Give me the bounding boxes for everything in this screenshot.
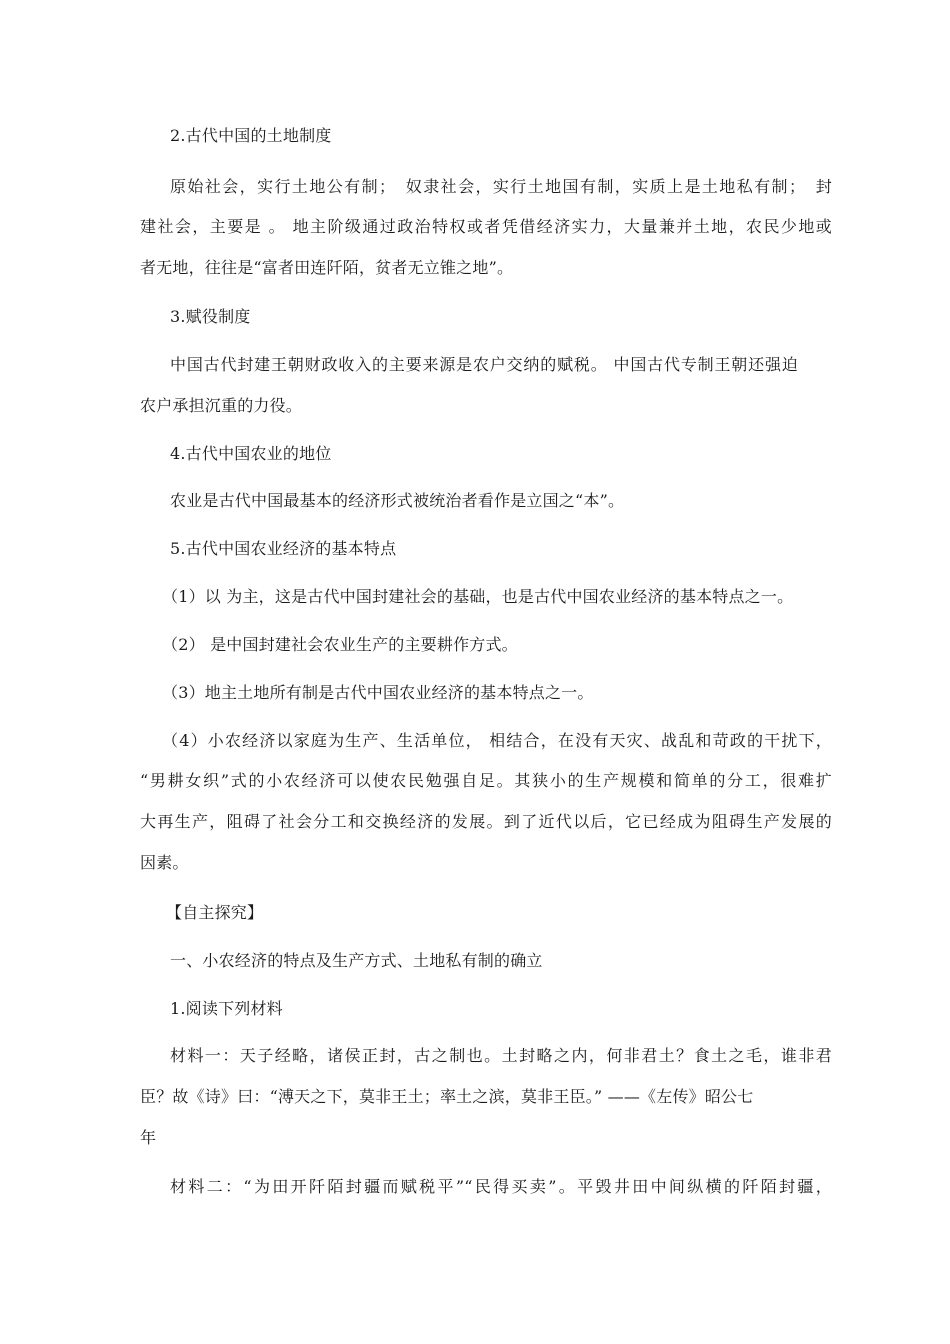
heading-tax-system: 3.赋役制度 — [170, 307, 251, 326]
paragraph-line: 因素。 — [140, 853, 189, 872]
paragraph-line: 中国古代封建王朝财政收入的主要来源是农户交纳的赋税。 中国古代专制王朝还强迫 — [170, 355, 798, 374]
paragraph-line: “男耕女织”式的小农经济可以使农民勉强自足。其狭小的生产规模和简单的分工，很难扩 — [140, 771, 832, 790]
paragraph-line: 者无地，往往是“富者田连阡陌，贫者无立锥之地”。 — [140, 258, 514, 277]
material-line: 年 — [140, 1128, 157, 1147]
section-heading: 【自主探究】 — [166, 903, 264, 922]
heading-land-system: 2.古代中国的土地制度 — [170, 126, 332, 145]
paragraph-line: 建社会，主要是 。 地主阶级通过政治特权或者凭借经济实力，大量兼并土地，农民少地或 — [140, 217, 832, 236]
list-item: （1）以 为主，这是古代中国封建社会的基础，也是古代中国农业经济的基本特点之一。 — [162, 587, 794, 606]
list-item: （3）地主土地所有制是古代中国农业经济的基本特点之一。 — [162, 683, 594, 702]
material-line: 臣？故《诗》曰：“溥天之下，莫非王土；率土之滨，莫非王臣。” ——《左传》昭公七 — [140, 1087, 754, 1106]
heading-agriculture-features: 5.古代中国农业经济的基本特点 — [170, 539, 397, 558]
list-item: （4）小农经济以家庭为生产、生活单位， 相结合，在没有天灾、战乱和苛政的干扰下， — [162, 731, 832, 750]
material-line: 材料二：“为田开阡陌封疆而赋税平”“民得买卖”。平毁井田中间纵横的阡陌封疆， — [170, 1177, 832, 1196]
list-item: （2） 是中国封建社会农业生产的主要耕作方式。 — [162, 635, 518, 654]
question-subheading: 1.阅读下列材料 — [170, 999, 283, 1018]
paragraph-line: 原始社会，实行土地公有制； 奴隶社会，实行土地国有制，实质上是土地私有制； 封 — [170, 177, 832, 196]
paragraph-line: 农户承担沉重的力役。 — [140, 396, 303, 415]
question-heading: 一、小农经济的特点及生产方式、土地私有制的确立 — [170, 951, 543, 970]
heading-agriculture-status: 4.古代中国农业的地位 — [170, 444, 332, 463]
paragraph-line: 大再生产，阻碍了社会分工和交换经济的发展。到了近代以后，它已经成为阻碍生产发展的 — [140, 812, 832, 831]
paragraph-line: 农业是古代中国最基本的经济形式被统治者看作是立国之“本”。 — [170, 491, 625, 510]
material-line: 材料一：天子经略，诸侯正封，古之制也。土封略之内，何非君土？食土之毛，谁非君 — [170, 1046, 832, 1065]
